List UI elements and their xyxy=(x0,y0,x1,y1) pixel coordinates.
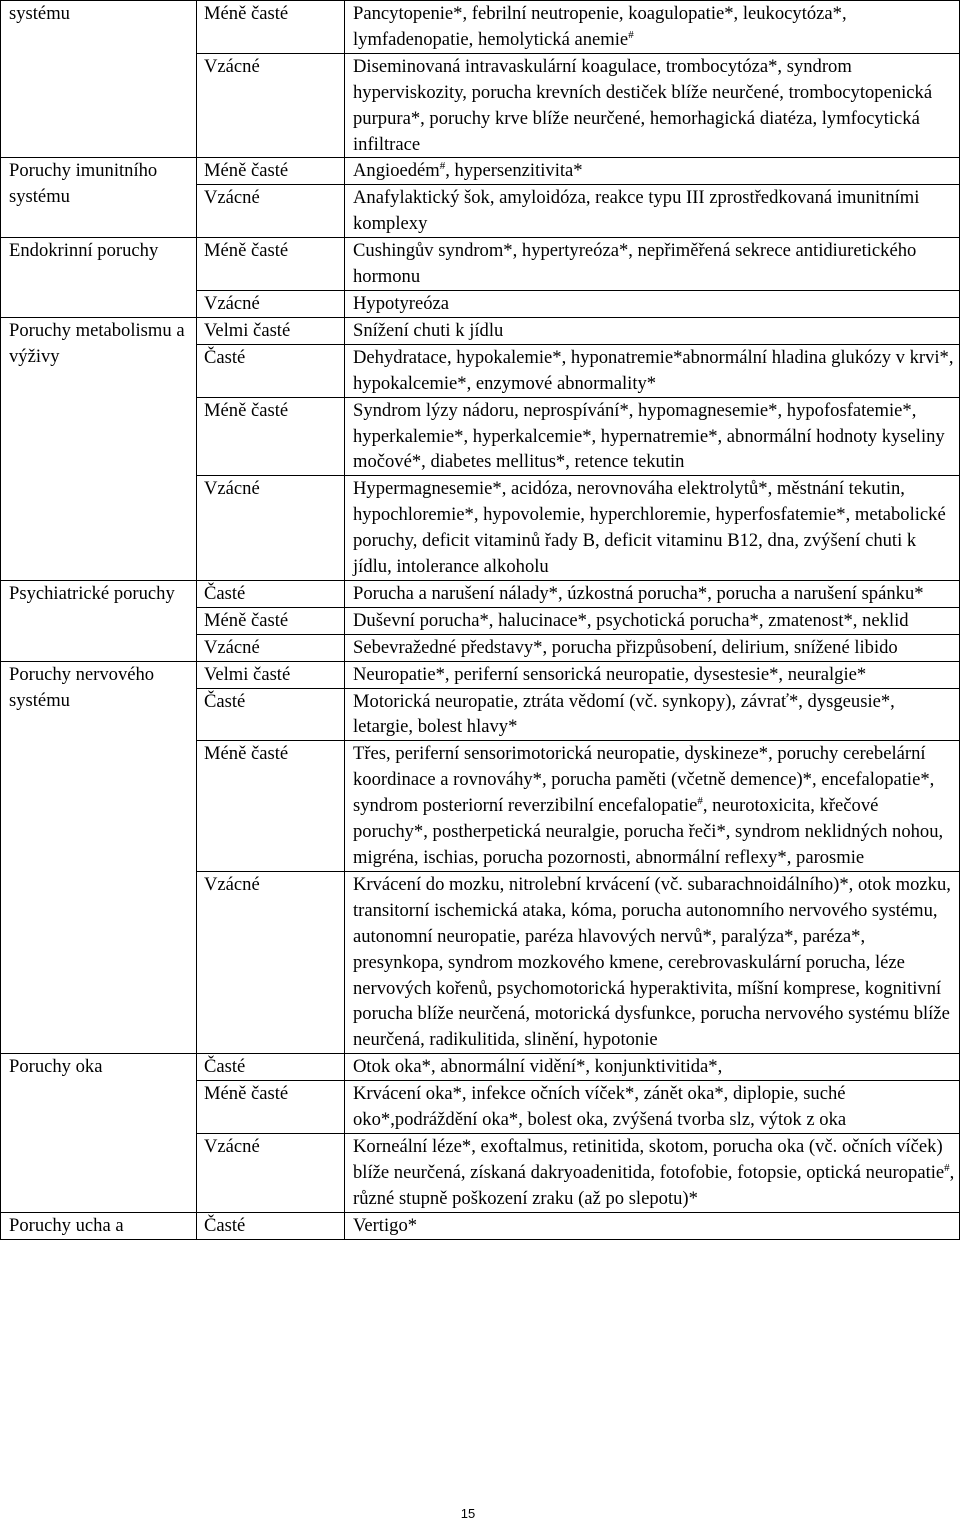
effects-text: Třes, periferní sensorimotorická neuropatie, dyskineze*, poruchy cerebelární koordinace a rovnováhy*, porucha paměti (včetně demence)*, encefalopatie*, syndrom posteriorní reverzibilní encefalopatie xyxy=(353,743,935,817)
effects-cell xyxy=(345,317,960,344)
organ-class-cell: systému xyxy=(1,1,197,158)
effects-cell xyxy=(345,1054,960,1081)
effects-text: Krvácení do mozku, nitrolební krvácení (vč. subarachnoidálního)*, otok mozku, transitorní ischemická ataka, kóma, porucha autonomního nervového systému, autonomní neuropatie, paréza hlavových nervů*, paralýza*, paréza*, presynkopa, syndrom mozkového kmene, cerebrovaskulární porucha, léze nervových kořenů, psychomotorická hyperaktivita, míšní komprese, kognitivní porucha blíže neurčená, motorická dysfunkce, porucha nervového systému blíže neurčená, radikulitida, slinění, hypotonie xyxy=(353,873,951,1051)
table-row xyxy=(1,661,960,688)
effects-text-continued: , různé stupně poškození zraku (až po slepotu)* xyxy=(353,1161,955,1209)
table-row xyxy=(1,317,960,344)
frequency-cell: Méně časté xyxy=(197,741,345,872)
effects-text: Hypermagnesemie*, acidóza, nerovnováha elektrolytů*, městnání tekutin, hypochloremie*, hypovolemie, hyperchloremie, hyperfosfatemie*, metabolické poruchy, deficit vitaminů řady B, deficit vitaminu B12, dna, zvýšení chuti k jídlu, intolerance alkoholu xyxy=(353,478,946,578)
effects-text: Anafylaktický šok, amyloidóza, reakce typu III zprostředkovaná imunitními komplexy xyxy=(353,187,920,235)
effects-cell xyxy=(345,688,960,741)
frequency-cell: Vzácné xyxy=(197,871,345,1053)
frequency-cell: Vzácné xyxy=(197,1133,345,1212)
effects-text: Pancytopenie*, febrilní neutropenie, koagulopatie*, leukocytóza*, lymfadenopatie, hemolytická anemie xyxy=(353,3,847,50)
effects-cell xyxy=(345,741,960,872)
frequency-cell: Vzácné xyxy=(197,476,345,581)
frequency-cell: Časté xyxy=(197,580,345,607)
effects-cell xyxy=(345,1133,960,1212)
effects-text: Angioedém xyxy=(353,160,440,182)
effects-cell xyxy=(345,634,960,661)
footnote-marker: # xyxy=(697,795,703,808)
frequency-cell: Velmi časté xyxy=(197,317,345,344)
organ-class-cell: Endokrinní poruchy xyxy=(1,238,197,318)
table-row xyxy=(1,1,960,54)
table-row xyxy=(1,1212,960,1239)
frequency-cell: Méně časté xyxy=(197,238,345,291)
effects-text: Motorická neuropatie, ztráta vědomí (vč. synkopy), závrať*, dysgeusie*, letargie, bolest hlavy* xyxy=(353,690,895,738)
frequency-cell: Méně časté xyxy=(197,397,345,476)
frequency-cell: Časté xyxy=(197,1054,345,1081)
effects-text: Snížení chuti k jídlu xyxy=(353,319,504,341)
frequency-cell: Méně časté xyxy=(197,607,345,634)
effects-text: Vertigo* xyxy=(353,1214,418,1236)
organ-class-cell: Poruchy metabolismu a výživy xyxy=(1,317,197,580)
effects-text: Korneální léze*, exoftalmus, retinitida, skotom, porucha oka (vč. očních víček) blíže neurčená, získaná dakryoadenitida, fotofobie, fotopsie, optická neuropatie xyxy=(353,1135,945,1183)
effects-text: Porucha a narušení nálady*, úzkostná porucha*, porucha a narušení spánku* xyxy=(353,582,924,604)
effects-cell xyxy=(345,607,960,634)
organ-class-cell: Poruchy nervového systému xyxy=(1,661,197,1054)
effects-cell xyxy=(345,185,960,238)
frequency-cell: Vzácné xyxy=(197,53,345,158)
frequency-cell: Časté xyxy=(197,344,345,397)
table-row xyxy=(1,1054,960,1081)
effects-text: Sebevražedné představy*, porucha přizpůsobení, delirium, snížené libido xyxy=(353,636,898,658)
effects-cell xyxy=(345,158,960,185)
effects-text-continued: , hypersenzitivita* xyxy=(445,160,583,182)
effects-text: Syndrom lýzy nádoru, neprospívání*, hypomagnesemie*, hypofosfatemie*, hyperkalemie*, hyperkalcemie*, hypernatremie*, abnormální hodnoty kyseliny močové*, diabetes mellitus*, retence tekutin xyxy=(353,399,945,473)
effects-cell xyxy=(345,290,960,317)
organ-class-cell: Poruchy imunitního systému xyxy=(1,158,197,238)
footnote-marker: # xyxy=(628,28,634,41)
effects-cell xyxy=(345,1212,960,1239)
effects-cell xyxy=(345,344,960,397)
effects-text: Cushingův syndrom*, hypertyreóza*, nepřiměřená sekrece antidiuretického hormonu xyxy=(353,240,917,288)
table-row xyxy=(1,158,960,185)
effects-cell xyxy=(345,871,960,1053)
effects-cell xyxy=(345,661,960,688)
frequency-cell: Méně časté xyxy=(197,1,345,54)
effects-text: Duševní porucha*, halucinace*, psychotická porucha*, zmatenost*, neklid xyxy=(353,609,909,631)
frequency-cell: Vzácné xyxy=(197,290,345,317)
frequency-cell: Velmi časté xyxy=(197,661,345,688)
effects-cell xyxy=(345,397,960,476)
organ-class-cell: Poruchy ucha a xyxy=(1,1212,197,1239)
table-row xyxy=(1,238,960,291)
effects-cell xyxy=(345,580,960,607)
organ-class-cell: Poruchy oka xyxy=(1,1054,197,1212)
organ-class-cell: Psychiatrické poruchy xyxy=(1,580,197,661)
effects-text: Neuropatie*, periferní sensorická neuropatie, dysestesie*, neuralgie* xyxy=(353,663,867,685)
frequency-cell: Časté xyxy=(197,688,345,741)
frequency-cell: Vzácné xyxy=(197,185,345,238)
table-row xyxy=(1,580,960,607)
footnote-marker: # xyxy=(944,1161,950,1174)
table-body xyxy=(1,1,960,1240)
effects-cell xyxy=(345,53,960,158)
effects-text: Hypotyreóza xyxy=(353,292,450,314)
frequency-cell: Méně časté xyxy=(197,158,345,185)
effects-text: Otok oka*, abnormální vidění*, konjunktivitida*, xyxy=(353,1056,723,1078)
effects-text-continued: , neurotoxicita, křečové poruchy*, postherpetická neuralgie, porucha řeči*, syndrom neklidných nohou, migréna, ischias, porucha pozornosti, abnormální reflexy*, parosmie xyxy=(353,795,944,868)
effects-cell xyxy=(345,1081,960,1134)
effects-cell xyxy=(345,476,960,581)
page-number: 15 xyxy=(460,1506,476,1521)
frequency-cell: Časté xyxy=(197,1212,345,1239)
footnote-marker: # xyxy=(439,160,446,173)
effects-cell xyxy=(345,1,960,54)
frequency-cell: Vzácné xyxy=(197,634,345,661)
effects-text: Diseminovaná intravaskulární koagulace, trombocytóza*, syndrom hyperviskozity, porucha krevních destiček blíže neurčené, trombocytopenická purpura*, poruchy krve blíže neurčené, hemorhagická diatéza, lymfocytická infiltrace xyxy=(353,55,933,155)
effects-cell xyxy=(345,238,960,291)
effects-text: Krvácení oka*, infekce očních víček*, zánět oka*, diplopie, suché oko*,podráždění oka*, bolest oka, zvýšená tvorba slz, výtok z oka xyxy=(353,1083,847,1131)
effects-text: Dehydratace, hypokalemie*, hyponatremie*abnormální hladina glukózy v krvi*, hypokalcemie*, enzymové abnormality* xyxy=(353,346,954,394)
frequency-cell: Méně časté xyxy=(197,1081,345,1134)
